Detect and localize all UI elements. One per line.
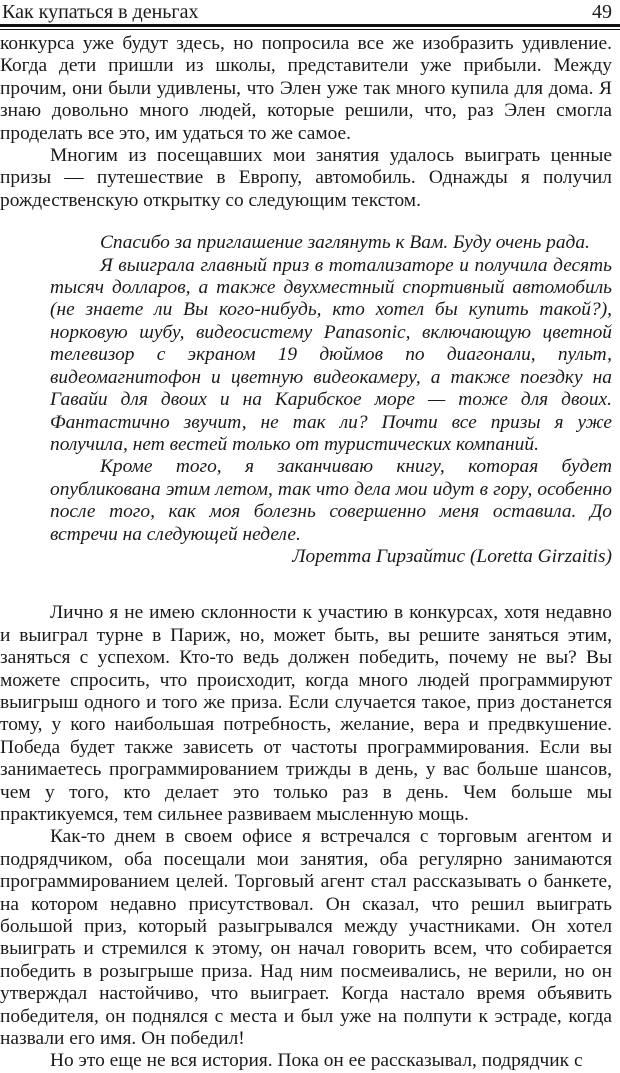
letter-paragraph-2: Я выиграла главный приз в тотализаторе и получила десять тысяч долларов, а также двухместный спортивный автомобиль (не знаете ли Вы кого-нибудь, кто хотел бы купить такой?), норковую шубу, видеосистему Panasonic, включающую цветной телевизор с экраном 19 дюймов по диагонали, пульт, видеомагнитофон и цветную видеокамеру, а также поездку на Гавайи для двоих и на Карибское море — тоже для двоих. Фантастично звучит, не так ли? Почти все призы я уже получила, нет вестей только от туристических компаний. <box>50 254 612 455</box>
paragraph-5: Но это еще не вся история. Пока он ее рассказывал, подрядчик с <box>50 1050 583 1072</box>
paragraph-3: Лично я не имею склонности к участию в конкурсах, хотя недавно и выиграл турне в Париж, но, может быть, вы решите заняться этим, заняться с успехом. Кто-то ведь должен победить, почему не вы? Вы можете спросить, что происходит, когда много людей программируют выигрыш одного и того же приза. Если случается такое, приз достанется тому, у кого наибольшая потребность, желание, вера и предвкушение. Победа будет также зависеть от частоты программирования. Если вы занимаетесь программированием трижды в день, у вас больше шансов, чем у того, кто делает это только раз в день. Чем больше мы практикуемся, тем сильнее развиваем мысленную мощь. <box>0 602 612 825</box>
running-title: Как купаться в деньгах <box>2 1 199 23</box>
spacer <box>0 568 612 602</box>
paragraph-2: Многим из посещавших мои занятия удалось выиграть ценные призы — путешествие в Европу, автомобиль. Однажды я получил рождественскую открытку со следующим текстом. <box>0 145 612 211</box>
header-rule-thick <box>0 24 620 27</box>
letter-paragraph-3: Кроме того, я заканчиваю книгу, которая будет опубликована этим летом, так что дела мои идут в гору, особенно после того, как моя болезнь совершенно меня оставила. До встречи на следующей неделе. <box>50 456 612 545</box>
paragraph-4: Как-то днем в своем офисе я встречался с торговым агентом и подрядчиком, оба посещали мои занятия, оба регулярно занимаются программированием целей. Торговый агент стал рассказывать о банкете, на котором недавно присутствовал. Он сказал, что решил выиграть большой приз, который разыгрывался между участниками. Он хотел выиграть и стремился к этому, он начал говорить всем, что собирается победить в розыгрыше приза. Над ним посмеивались, не верили, но он утверждал настойчиво, что выиграет. Когда настало время объявить победителя, он поднялся с места и был уже на полпути к эстраде, когда назвали его имя. Он победил! <box>0 826 612 1050</box>
quoted-letter <box>0 232 612 568</box>
letter-signature: Лоретта Гирзайтис (Loretta Girzaitis) <box>292 545 612 567</box>
letter-paragraph-1: Спасибо за приглашение заглянуть к Вам. Буду очень рада. <box>100 232 590 254</box>
paragraph-1: конкурса уже будут здесь, но попросила все же изобразить удивление. Когда дети пришли из школы, представители уже прибыли. Между прочим, они были удивлены, что Элен уже так много купила для дома. Я знаю довольно много людей, которые решили, что, раз Элен смогла проделать все это, им удаться то же самое. <box>0 33 612 144</box>
page-number: 49 <box>592 1 612 23</box>
page-body <box>0 33 612 1073</box>
header-rule-thin <box>0 29 620 30</box>
